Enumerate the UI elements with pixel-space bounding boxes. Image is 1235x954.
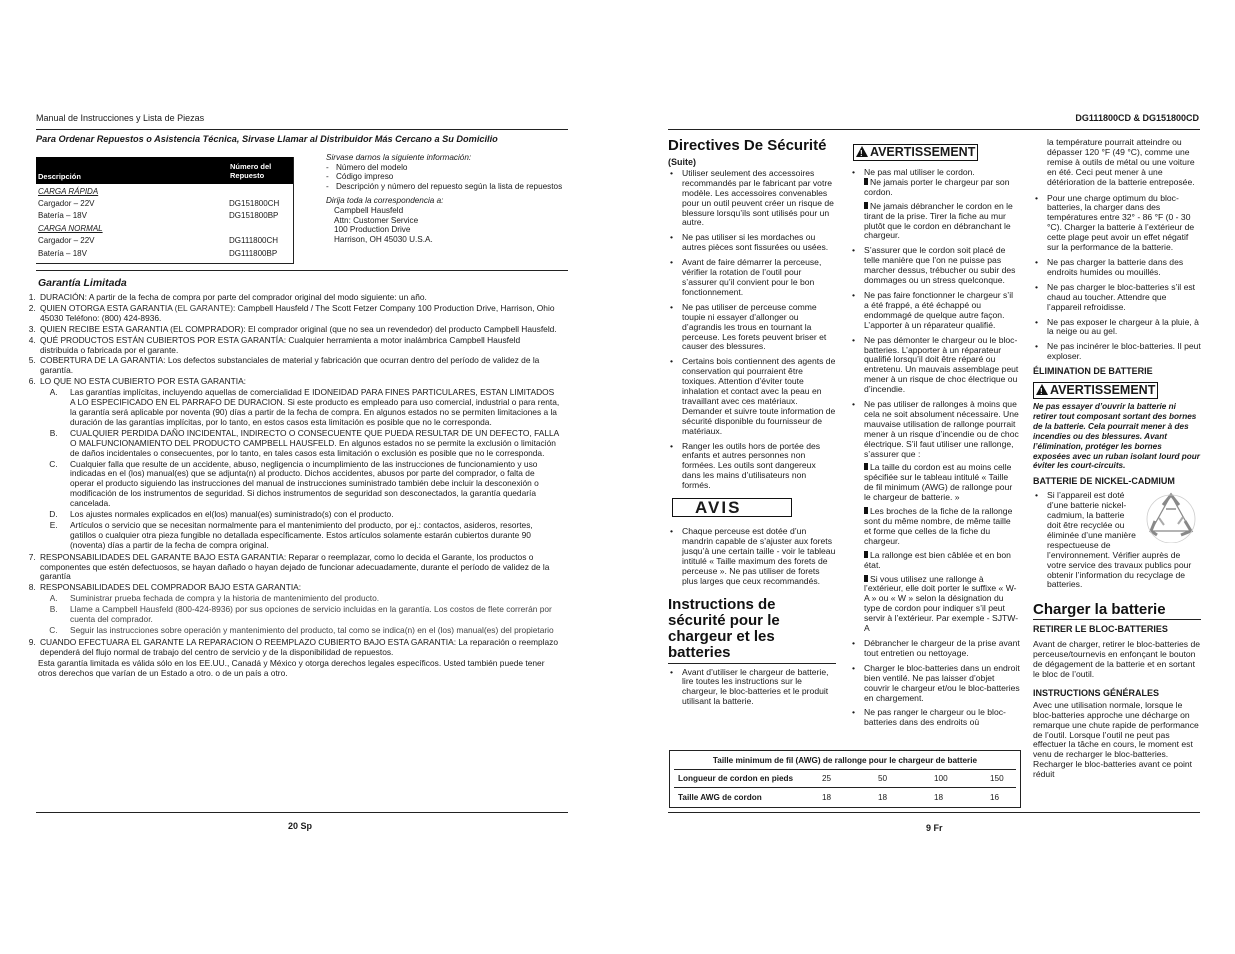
- bullet-item: • Certains bois contiennent des agents de conservation qui pourraient être toxiques. Attention d’éviter toute inhalation et contact avec la peau en travaillant avec ces matériaux. Demander et suivre toute information de sécurité disponible du fournisseur de matériaux.: [682, 357, 836, 436]
- left-page-number: 20 Sp: [288, 821, 313, 831]
- warranty-list-wrap: [10, 293, 560, 679]
- warning-text: La rallonge est bien câblée et en bon état.: [864, 549, 1011, 570]
- temp-continuation: la température pourrait atteindre ou dépasser 120 °F (49 °C), comme une remise à outils de métal ou une voiture en été. Ceci peut mener à une détérioration de la batterie entreposée.: [1047, 137, 1195, 187]
- charger-safety-bullets: [668, 668, 836, 708]
- warranty-item: [38, 304, 560, 324]
- warranty-item: [38, 356, 560, 376]
- part-desc: CARGA RÁPIDA: [38, 186, 99, 196]
- warning-paragraph: [864, 202, 1020, 242]
- warranty-text: LO QUE NO ESTA CUBIERTO POR ESTA GARANTIA:: [40, 376, 247, 387]
- parts-row: [36, 197, 293, 209]
- nicad-text: Si l’appareil est doté d’une batterie nickel-cadmium, la batterie doit être recyclée ou éliminée d’une manière respectueuse de l’environnement. Vérifier auprès de votre service des travaux publics pour obtenir l’information du recyclage de batteries.: [1047, 490, 1192, 590]
- square-bullet-icon: [864, 463, 868, 470]
- part-number: DG151800CH: [229, 199, 280, 209]
- warranty-item: [38, 325, 560, 335]
- part-number: DG111800CH: [229, 236, 279, 246]
- parts-row: [36, 235, 293, 247]
- bullet-item: • Ne pas incinérer le bloc-batteries. Il peut exploser.: [1047, 342, 1201, 362]
- awg-table-2: [674, 793, 1003, 802]
- awg-row-size: [674, 793, 1003, 802]
- warning-text: Ne pas ranger le chargeur ou le bloc-batteries dans des endroits où: [864, 707, 1006, 728]
- warning-text: La taille du cordon est au moins celle spécifiée sur le tableau intitulé « Taille de fil minimum (AWG) de rallonge pour le chargeur de batterie. »: [864, 462, 1013, 503]
- info-block: [326, 153, 571, 244]
- part-desc: Batería – 18V: [38, 211, 87, 221]
- dash: -: [326, 181, 329, 191]
- part-desc: Cargador – 22V: [38, 236, 95, 246]
- nicad-title: BATTERIE DE NICKEL-CADMIUM: [1033, 476, 1175, 487]
- warning-text: Ne pas faire fonctionner le chargeur s’il a été frappé, a été échappé ou endommagé de quelque autre façon. L’apporter à un réparateur qualifié.: [864, 289, 1014, 330]
- warning-text: Ne pas démonter le chargeur ou le bloc-batteries. L’apporter à un réparateur qualifié lorsqu’il doit être réparé ou entretenu. Un mauvais assemblage peut mener à un risque de choc électrique ou d’incendie.: [864, 334, 1019, 395]
- charge-title: Charger la batterie: [1033, 601, 1166, 619]
- warranty-list: [10, 293, 560, 658]
- warranty-text: COBERTURA DE LA GARANTIA: Los defectos substanciales de material y fabricación que ocurran dentro del período de validez de la garantía.: [40, 355, 540, 376]
- parts-row: [36, 185, 293, 197]
- warranty-subitem: A. Las garantías implícitas, incluyendo aquellas de comercialidad E IDONEIDAD PARA FINES PARTICULARES, ESTAN LIMITADOS A LO ESPECIFICADO EN EL PARRAFO DE DURACION. Si este producto es empleado para uso comercial, industrial o para renta, la garantía será aplicable por noventa (90) días a partir de la fecha de compra. En algunos estados no se permiten limitaciones a la duración de las garantías implícitas, por lo tanto, en estos casos esta limitación es posible que no le corresponda.: [60, 388, 560, 428]
- warranty-closing: Esta garantía limitada es válida sólo en los EE.UU., Canadá y México y otorga derechos legales específicos. Usted también puede tener otros derechos que varían de un Estado a otro. o de un país a otro.: [38, 657, 545, 678]
- awg-row2-label: Taille AWG de cordon: [678, 793, 762, 802]
- safety-bullets: [668, 169, 836, 491]
- bullet-item: • Avant de faire démarrer la perceuse, vérifier la rotation de l’outil pour s’assurer qu’il convient pour le bon fonctionnement.: [682, 258, 836, 298]
- warranty-sublist: [40, 388, 560, 551]
- left-header-title: Manual de Instrucciones y Lista de Piezas: [36, 113, 205, 123]
- dash: -: [326, 162, 329, 172]
- awg-cell: 150: [990, 774, 1004, 783]
- bullet-item: • Chaque perceuse est dotée d’un mandrin capable de s’ajuster aux forets jusqu’à une certain taille - voir le tableau intitulé « Taille maximum des forets de perceuse ». Ne pas utiliser de forets plus larges que ceux recommandés.: [682, 527, 836, 586]
- parts-table-header: [36, 157, 293, 184]
- warning-paragraph: [864, 168, 1020, 198]
- part-desc: CARGA NORMAL: [38, 223, 103, 233]
- address-line: Harrison, OH 45030 U.S.A.: [334, 234, 433, 244]
- warranty-subitem: E. Artículos o servicio que se necesitan normalmente para el mantenimiento del producto, por ej.: contactos, asideros, resortes, gatillos o cualquier otra pieza fungible no detallada específicamente. Estos artículos solamente estarán cubiertos durante 90 (noventa) días a partir de la fecha de compra original.: [60, 521, 560, 551]
- avis-label: AVIS: [695, 498, 742, 518]
- nicad-item: [1033, 491, 1201, 590]
- safety-subtitle: (Suite): [668, 157, 696, 167]
- warning-text: Ne jamais débrancher le cordon en le tirant de la prise. Tirer la fiche au mur plutôt que le cordon en débranchant le chargeur.: [864, 200, 1013, 241]
- avis-bullets: [668, 527, 836, 586]
- warning-paragraph: [864, 551, 1020, 571]
- warranty-item: [38, 377, 560, 550]
- warning-item: [864, 639, 1020, 659]
- warning-paragraph: [864, 507, 1020, 547]
- awg-cell: 25: [822, 774, 832, 783]
- warranty-item: [38, 583, 560, 636]
- left-footer-rule: [36, 812, 568, 813]
- awg-title: Taille minimum de fil (AWG) de rallonge pour le chargeur de batterie: [712, 756, 978, 765]
- address-line: Attn: Customer Service: [334, 215, 419, 225]
- warning-text: S’assurer que le cordon soit placé de telle manière que l’on ne puisse pas marcher dessus, trébucher ou subir des dommages ou un stress quelconque.: [864, 245, 1016, 286]
- warning-item: [864, 291, 1020, 331]
- bullet-item: • Ranger les outils hors de portée des enfants et autres personnes non formées. Les outils sont dangereux dans les mains d’utilisateurs non formés.: [682, 442, 836, 492]
- warning-text: Ne pas utiliser de rallonges à moins que cela ne soit absolument nécessaire. Une mauvaise utilisation de rallonge pourrait mener à un risque d’incendie ou de choc électrique. S’il faut utiliser une rallonge, s’assurer que :: [864, 399, 1019, 459]
- square-bullet-icon: [864, 551, 868, 558]
- info-items: [326, 163, 571, 192]
- warning-text: Débrancher le chargeur de la prise avant tout entretien ou nettoyage.: [864, 637, 1020, 658]
- warning-item: [864, 336, 1020, 395]
- storage-bullets: [1033, 194, 1201, 363]
- warranty-subitem: A. Suministrar prueba fechada de compra y la historia de mantenimiento del producto.: [60, 594, 560, 604]
- part-number: DG151800BP: [229, 211, 279, 221]
- address-line: 100 Production Drive: [334, 225, 411, 235]
- parts-table-box: [36, 157, 294, 264]
- awg-mid-rule: [674, 787, 1016, 788]
- warning-text: Si vous utilisez une rallonge à l’extérieur, elle doit porter le suffixe « W-A » ou « W » selon la désignation du type de cordon pour indiquer s’il peut servir à l’extérieur. Par exemple - SJTW-A: [864, 573, 1019, 634]
- charger-safety-title: Instructions de sécurité pour le chargeur et les batteries: [668, 595, 780, 661]
- warranty-item: [38, 553, 560, 583]
- warning-text: Ne pas mal utiliser le cordon.: [864, 167, 975, 177]
- warning-paragraph: [864, 708, 1020, 728]
- awg-cell: 18: [934, 793, 944, 802]
- bullet-item: • Ne pas charger la batterie dans des endroits humides ou mouillés.: [1047, 258, 1201, 278]
- awg-cell: 18: [822, 793, 832, 802]
- warning-paragraph: [864, 336, 1020, 395]
- warranty-text: : Campbell Hausfeld / The Scott Fetzer Company 100 Production Drive, Harrison, Ohio 45030 Teléfono: (800) 424-8936.: [40, 302, 555, 323]
- bullet: •: [1035, 490, 1039, 501]
- warning-item: [864, 400, 1020, 634]
- general-title: INSTRUCTIONS GÉNÉRALES: [1033, 687, 1160, 698]
- warranty-sublist: [40, 594, 560, 636]
- fr-col2: [850, 144, 1020, 733]
- warning-item: [864, 708, 1020, 728]
- warranty-subitem: B. CUALQUIER PERDIDA DAÑO INCIDENTAL, INDIRECTO O CONSECUENTE QUE PUEDA RESULTAR DE UN DEFECTO, FALLA O MALFUNCIONAMIENTO DEL PRODUCTO CAMPBELL HAUSFELD. En algunos estados no se permite la exclusión o limitación de daños incidentales o consecuentes, por lo tanto, en tales casos esta limitación o exclusión es posible que no le corresponda.: [60, 429, 560, 459]
- parts-row: [36, 222, 293, 234]
- warning-paragraph: [864, 246, 1020, 286]
- awg-cell: 16: [990, 793, 1000, 802]
- warning-item: [864, 168, 1020, 241]
- bullet-item: • Avant d’utiliser le chargeur de batterie, lire toutes les instructions sur le chargeur, le bloc-batteries et le produit utilisant la batterie.: [682, 668, 836, 708]
- warranty-item: [38, 638, 560, 658]
- warranty-text: CUANDO EFECTUARA EL GARANTE LA REPARACION O REEMPLAZO CUBIERTO BAJO ESTA GARANTIA: La reparación o reemplazo dependerá del flujo normal de trabajo del centro de servicio y de la disponibilidad de repuestos.: [40, 636, 558, 657]
- left-header-rule: [36, 129, 568, 130]
- warning-banner: [853, 144, 978, 161]
- info-item-text: Código impreso: [336, 172, 394, 182]
- warranty-highlight: (EL GARANTE): [174, 302, 233, 313]
- awg-table: [674, 774, 1008, 783]
- warning-paragraph: [864, 664, 1020, 704]
- recycle-icon: [1141, 491, 1201, 543]
- warranty-subitem: D. Los ajustes normales explicados en el(los) manual(es) suministrado(s) con el producto.: [60, 510, 560, 520]
- warranty-title: Garantía Limitada: [38, 277, 127, 289]
- bullet-item: • Pour une charge optimum du bloc-batteries, la charger dans des températures entre 32° - 86 °F (0 - 30 °C). Charger la batterie à l’extérieur de cette plage peut avoir un effet négatif sur la performance de la batterie.: [1047, 194, 1201, 253]
- warning-paragraph: [864, 291, 1020, 331]
- warning-item: [864, 664, 1020, 704]
- right-page-number: 9 Fr: [926, 823, 943, 833]
- warning-paragraph: [864, 639, 1020, 659]
- general-text: Avec une utilisation normale, lorsque le bloc-batteries approche une décharge on remarque une chute rapide de performance de l’outil. Lorsque l’outil ne peut pas effectuer la tâche en cours, le moment est venu de recharger le bloc-batteries. Recharger le bloc-batteries avant ce point réduit: [1033, 699, 1199, 780]
- warranty-text: DURACIÓN: A partir de la fecha de compra por parte del comprador original del modo siguiente: un año.: [40, 292, 427, 302]
- info-item: [326, 172, 571, 182]
- remove-title: RETIRER LE BLOC-BATTERIES: [1033, 624, 1168, 635]
- awg-row-length: [674, 774, 1008, 783]
- awg-cell: 50: [878, 774, 888, 783]
- parts-table: [36, 185, 293, 259]
- warranty-pre: QUIEN OTORGA ESTA GARANTIA: [40, 302, 175, 313]
- right-header-model: DG111800CD & DG151800CD: [1075, 113, 1199, 123]
- awg-cell: 18: [878, 793, 888, 802]
- awg-row1-label: Longueur de cordon en pieds: [678, 774, 794, 783]
- address-line: Campbell Hausfeld: [334, 205, 404, 215]
- warning-triangle-icon: [856, 146, 868, 157]
- awg-title-rule: [674, 769, 1016, 770]
- square-bullet-icon: [864, 178, 868, 185]
- warning-item: [864, 246, 1020, 286]
- disposal-title: ÉLIMINATION DE BATTERIE: [1033, 366, 1153, 377]
- fr-col3: [1033, 138, 1201, 780]
- info-item-text: Número del modelo: [336, 162, 408, 172]
- square-bullet-icon: [864, 202, 868, 209]
- bullet-item: • Ne pas exposer le chargeur à la pluie, à la neige ou au gel.: [1047, 318, 1201, 338]
- warning-paragraph: [864, 463, 1020, 503]
- warning-paragraph: [864, 575, 1020, 634]
- warning-triangle-icon: [1036, 384, 1048, 395]
- part-number: [229, 185, 293, 197]
- dash: -: [326, 172, 329, 182]
- fr-col1: [668, 138, 836, 712]
- disposal-warning-banner: [1033, 382, 1158, 399]
- safety-title: Directives De Sécurité: [668, 137, 827, 154]
- address-block: [326, 206, 571, 244]
- right-header-rule: [668, 129, 1200, 130]
- warranty-text: RESPONSABILIDADES DEL GARANTE BAJO ESTA GARANTIA: Reparar o reemplazar, como lo decida el Garante, los productos o componentes que estén defectuosos, se hayan dañado o hayan dejado de funcionar adecuadamente, durante el período de validez de la garantía: [40, 551, 550, 582]
- warning-bullets: [850, 168, 1020, 728]
- info-item: [326, 163, 571, 173]
- awg-table-box: [669, 750, 1021, 808]
- warning-paragraph: [864, 400, 1020, 459]
- avis-banner: [672, 498, 792, 517]
- order-heading: Para Ordenar Repuestos o Asistencia Técnica, Sirvase Llamar al Distribuidor Más Cercano a Su Domicilio: [36, 134, 498, 144]
- warning-text: Ne jamais porter le chargeur par son cordon.: [864, 176, 1010, 197]
- charge-rule: [1033, 619, 1201, 620]
- warning-text: Charger le bloc-batteries dans un endroit bien ventilé. Ne pas laisser d’objet couvrir le chargeur et/ou le bloc-batteries en chargement.: [864, 662, 1020, 703]
- info-item-text: Descripción y número del repuesto según la lista de repuestos: [336, 181, 563, 191]
- warning-text: Les broches de la fiche de la rallonge sont du même nombre, de même taille et forme que celles de la fiche du chargeur.: [864, 506, 1013, 546]
- info-intro: Sirvase darnos la siguiente información:: [326, 153, 472, 162]
- corr-intro: Dirija toda la correspondencia a:: [326, 196, 444, 206]
- col-num-label: Número del Repuesto: [230, 162, 272, 180]
- parts-row: [36, 247, 293, 259]
- part-desc: Batería – 18V: [38, 248, 87, 258]
- charger-safety-rule: [668, 663, 836, 664]
- warranty-text: QUÉ PRODUCTOS ESTÁN CUBIERTOS POR ESTA GARANTÍA: Cualquier herramienta a motor inalámbrica Campbell Hausfeld distribuida o fabricada por el garante.: [40, 334, 521, 355]
- warranty-text: RESPONSABILIDADES DEL COMPRADOR BAJO ESTA GARANTIA:: [40, 582, 302, 593]
- parts-row: [36, 210, 293, 222]
- left-section-rule: [36, 270, 568, 271]
- warranty-subitem: C. Cualquier falla que resulte de un accidente, abuso, negligencia o incumplimiento de las instrucciones de funcionamiento y uso indicadas en el (los) manual(es) que se adjunta(n) al producto. Dichos accidentes, abusos por parte del comprador, o falta de operar el producto siguiendo las instrucciones del manual de instrucciones suministrado también debe incluir la desconexión o modificación de los instrumentos de seguridad. Si dichos instrumentos de seguridad son desconectados, la garantía quedaría cancelada.: [60, 460, 560, 510]
- info-item: [326, 182, 571, 192]
- part-number: [229, 222, 293, 234]
- col-desc-label: Descripción: [38, 172, 81, 181]
- disposal-warning-label: AVERTISSEMENT: [1050, 383, 1156, 398]
- awg-cell: 100: [934, 774, 948, 783]
- remove-text: Avant de charger, retirer le bloc-batteries de perceuse/tournevis en enfonçant le bouton de dégagement de la batterie et en sortant le bloc de l’outil.: [1033, 639, 1201, 679]
- warranty-subitem: B. Llame a Campbell Hausfeld (800-424-8936) por sus opciones de servicio incluidas en la garantía. Los costos de flete correrán por cuenta del comprador.: [60, 605, 560, 625]
- warranty-subitem: C. Seguir las instrucciones sobre operación y mantenimiento del producto, tal como se indica(n) en el (los) manual(es) del propietario: [60, 626, 560, 636]
- square-bullet-icon: [864, 507, 868, 514]
- warranty-text: QUIEN RECIBE ESTA GARANTIA (EL COMPRADOR): El comprador original (que no sea un revendedor) del producto Campbell Hausfeld.: [40, 323, 557, 334]
- disposal-warning-text: Ne pas essayer d’ouvrir la batterie ni retirer tout composant sortant des bornes de la batterie. Cela pourrait mener à des incendies ou des blessures. Avant l’élimination, protéger les bornes exposées avec un ruban isolant lourd pour éviter les court-circuits.: [1033, 402, 1200, 471]
- warning-label: AVERTISSEMENT: [870, 145, 976, 159]
- bullet-item: • Ne pas utiliser de perceuse comme toupie ni essayer d’allonger ou d’agrandis les trous en tournant la perceuse. Les forets peuvent briser et causer des blessures.: [682, 303, 836, 353]
- bullet-item: • Ne pas charger le bloc-batteries s’il est chaud au toucher. Attendre que l’appareil refroidisse.: [1047, 283, 1201, 313]
- warranty-item: [38, 336, 560, 356]
- square-bullet-icon: [864, 575, 868, 582]
- part-desc: Cargador – 22V: [38, 199, 95, 209]
- bullet-item: • Utiliser seulement des accessoires recommandés par le fabricant par votre modèle. Les accessoires convenables pour un outil peuvent créer un risque de blessure lorsqu’ils sont utilisés pour un autre.: [682, 169, 836, 228]
- part-number: DG111800BP: [229, 248, 278, 258]
- right-footer-rule: [668, 812, 1200, 813]
- warranty-item: [38, 293, 560, 303]
- bullet-item: • Ne pas utiliser si les mordaches ou autres pièces sont fissurées ou usées.: [682, 233, 836, 253]
